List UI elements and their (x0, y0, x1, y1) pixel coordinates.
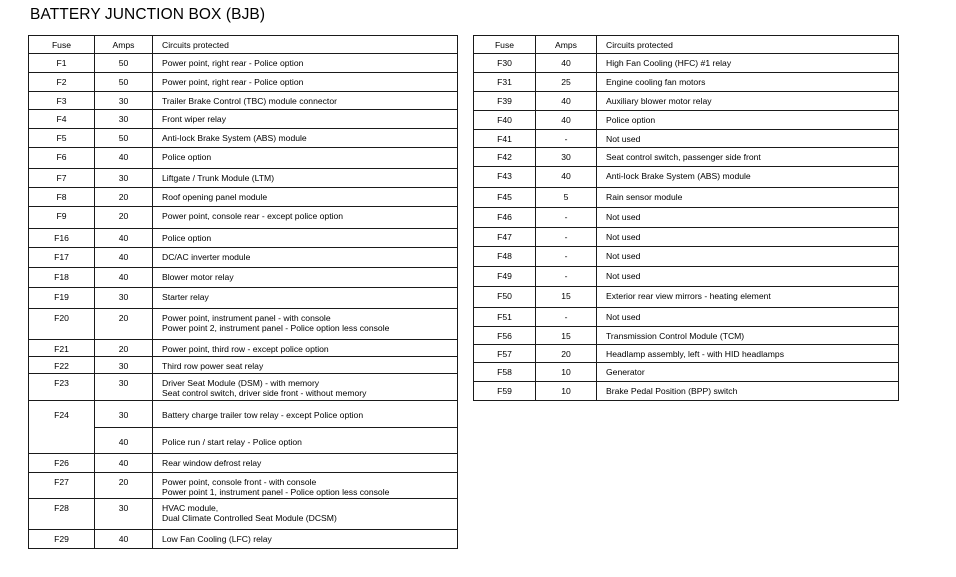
circuit-cell (153, 54, 458, 73)
fuse-cell: F43 (474, 167, 536, 188)
circuit-line: Rear window defrost relay (162, 458, 262, 468)
fuse-cell: F31 (474, 73, 536, 92)
table-row (474, 130, 899, 148)
table-row (474, 247, 899, 267)
circuit-cell (153, 248, 458, 268)
fuse-cell: F29 (29, 530, 95, 549)
circuit-line: Not used (606, 312, 641, 322)
amps-cell: 30 (95, 401, 153, 428)
circuit-line: Engine cooling fan motors (606, 77, 706, 87)
circuit-cell (153, 129, 458, 148)
circuit-cell (153, 229, 458, 248)
fuse-cell: F17 (29, 248, 95, 268)
circuit-line: Not used (606, 251, 641, 261)
table-row (474, 308, 899, 327)
amps-cell: 40 (95, 248, 153, 268)
circuit-cell (597, 111, 899, 130)
circuit-line: Starter relay (162, 292, 209, 302)
fuse-cell: F20 (29, 309, 95, 340)
amps-cell: 25 (536, 73, 597, 92)
amps-cell: 50 (95, 54, 153, 73)
circuit-line: Not used (606, 232, 641, 242)
amps-cell: 30 (95, 92, 153, 110)
amps-cell: 30 (95, 110, 153, 129)
circuit-line: Power point, instrument panel - with console (162, 313, 331, 323)
fuse-cell: F9 (29, 207, 95, 229)
circuit-cell (153, 454, 458, 473)
circuit-cell (597, 54, 899, 73)
fuse-cell: F23 (29, 374, 95, 401)
table-row (474, 228, 899, 247)
circuit-line: Low Fan Cooling (LFC) relay (162, 534, 272, 544)
table-row (29, 473, 458, 499)
circuit-cell (153, 92, 458, 110)
fuse-cell: F19 (29, 288, 95, 309)
table-row (29, 169, 458, 188)
circuit-cell (597, 247, 899, 267)
circuit-line: Police option (162, 152, 212, 162)
circuit-line: Anti-lock Brake System (ABS) module (162, 133, 307, 143)
circuit-cell (597, 308, 899, 327)
table-row (29, 229, 458, 248)
amps-cell: 40 (95, 229, 153, 248)
table-row (29, 530, 458, 549)
table-row (29, 268, 458, 288)
table-row (474, 188, 899, 208)
table-row (474, 167, 899, 188)
table-row (29, 207, 458, 229)
circuit-line: Blower motor relay (162, 272, 234, 282)
circuit-line: Police option (606, 115, 656, 125)
circuit-cell (597, 267, 899, 287)
table-row (29, 73, 458, 92)
amps-cell: 40 (95, 268, 153, 288)
header-amps: Amps (536, 36, 597, 54)
circuit-cell (597, 345, 899, 363)
fuse-cell: F3 (29, 92, 95, 110)
amps-cell: 50 (95, 73, 153, 92)
amps-cell: 40 (536, 92, 597, 111)
amps-cell: 15 (536, 327, 597, 345)
table-row (474, 382, 899, 401)
circuit-line: Brake Pedal Position (BPP) switch (606, 386, 738, 396)
circuit-line: Police option (162, 233, 212, 243)
fuse-cell: F57 (474, 345, 536, 363)
fuse-cell: F5 (29, 129, 95, 148)
table-row (474, 345, 899, 363)
amps-cell: - (536, 267, 597, 287)
amps-cell: 30 (95, 499, 153, 530)
circuit-cell (153, 169, 458, 188)
circuit-cell (597, 228, 899, 247)
circuit-line-2: Power point 2, instrument panel - Police option less console (162, 323, 390, 333)
table-row (29, 499, 458, 530)
amps-cell: 15 (536, 287, 597, 308)
table-row (29, 428, 458, 454)
table-row (29, 309, 458, 340)
circuit-cell (597, 148, 899, 167)
circuit-cell (153, 148, 458, 169)
circuit-line: Generator (606, 367, 645, 377)
fuse-cell: F39 (474, 92, 536, 111)
amps-cell: 30 (95, 357, 153, 374)
fuse-cell: F4 (29, 110, 95, 129)
fuse-cell: F24 (29, 401, 95, 428)
circuit-line: Front wiper relay (162, 114, 226, 124)
table-row (29, 110, 458, 129)
table-row (29, 288, 458, 309)
fuse-cell: F6 (29, 148, 95, 169)
circuit-cell (153, 473, 458, 499)
amps-cell: 20 (95, 188, 153, 207)
amps-cell: 20 (95, 207, 153, 229)
table-row (29, 92, 458, 110)
table-row (29, 454, 458, 473)
circuit-line: Exterior rear view mirrors - heating element (606, 291, 771, 301)
table-row (29, 54, 458, 73)
circuit-cell (153, 340, 458, 357)
table-header-row (474, 36, 899, 54)
circuit-line: Anti-lock Brake System (ABS) module (606, 171, 751, 181)
amps-cell: 40 (536, 167, 597, 188)
circuit-line: Roof opening panel module (162, 192, 268, 202)
circuit-cell (597, 167, 899, 188)
circuit-cell (597, 287, 899, 308)
circuit-cell (597, 363, 899, 382)
circuit-line: Liftgate / Trunk Module (LTM) (162, 173, 275, 183)
amps-cell: - (536, 228, 597, 247)
fuse-cell: F21 (29, 340, 95, 357)
amps-cell: 10 (536, 382, 597, 401)
left-fuse-table (28, 35, 458, 549)
amps-cell: 20 (95, 309, 153, 340)
circuit-cell (597, 92, 899, 111)
table-row (29, 374, 458, 401)
fuse-cell: F41 (474, 130, 536, 148)
table-row (29, 401, 458, 428)
fuse-cell: F30 (474, 54, 536, 73)
amps-cell: - (536, 130, 597, 148)
circuit-cell (153, 357, 458, 374)
circuit-cell (153, 309, 458, 340)
circuit-cell (153, 268, 458, 288)
table-row (474, 363, 899, 382)
amps-cell: 50 (95, 129, 153, 148)
circuit-line: Third row power seat relay (162, 361, 264, 371)
fuse-cell: F8 (29, 188, 95, 207)
fuse-cell: F48 (474, 247, 536, 267)
circuit-line-2: Power point 1, instrument panel - Police option less console (162, 487, 390, 497)
circuit-cell (597, 327, 899, 345)
amps-cell: 20 (95, 473, 153, 499)
amps-cell: 40 (95, 454, 153, 473)
circuit-line: Police run / start relay - Police option (162, 437, 302, 447)
table-row (474, 267, 899, 287)
amps-cell: 10 (536, 363, 597, 382)
circuit-line: Battery charge trailer tow relay - except Police option (162, 410, 364, 420)
amps-cell: 20 (95, 340, 153, 357)
circuit-line: Seat control switch, passenger side front (606, 152, 761, 162)
circuit-cell (153, 188, 458, 207)
circuit-line: Driver Seat Module (DSM) - with memory (162, 378, 320, 388)
header-circuits: Circuits protected (597, 36, 899, 54)
circuit-cell (153, 499, 458, 530)
circuit-line-2: Dual Climate Controlled Seat Module (DCSM) (162, 513, 337, 523)
fuse-cell: F42 (474, 148, 536, 167)
circuit-cell (153, 73, 458, 92)
table-row (474, 111, 899, 130)
circuit-line: Trailer Brake Control (TBC) module connector (162, 96, 337, 106)
fuse-cell: F7 (29, 169, 95, 188)
circuit-line: Power point, console rear - except police option (162, 211, 344, 221)
circuit-cell (597, 188, 899, 208)
circuit-line: Not used (606, 134, 641, 144)
header-circuits: Circuits protected (153, 36, 458, 54)
right-fuse-table (473, 35, 899, 401)
amps-cell: 30 (95, 169, 153, 188)
fuse-cell: F59 (474, 382, 536, 401)
circuit-line: Auxiliary blower motor relay (606, 96, 712, 106)
circuit-line: Power point, right rear - Police option (162, 58, 304, 68)
fuse-cell: F18 (29, 268, 95, 288)
table-row (29, 248, 458, 268)
fuse-cell: F22 (29, 357, 95, 374)
circuit-line: DC/AC inverter module (162, 252, 251, 262)
circuit-line: High Fan Cooling (HFC) #1 relay (606, 58, 732, 68)
fuse-cell: F40 (474, 111, 536, 130)
amps-cell: 5 (536, 188, 597, 208)
fuse-cell: F46 (474, 208, 536, 228)
table-header-row (29, 36, 458, 54)
circuit-line: Power point, right rear - Police option (162, 77, 304, 87)
header-fuse: Fuse (474, 36, 536, 54)
amps-cell: - (536, 208, 597, 228)
circuit-line-2: Seat control switch, driver side front - without memory (162, 388, 367, 398)
table-row (474, 287, 899, 308)
circuit-line: Rain sensor module (606, 192, 683, 202)
amps-cell: 40 (536, 111, 597, 130)
circuit-cell (153, 288, 458, 309)
fuse-cell: F47 (474, 228, 536, 247)
fuse-cell (29, 428, 95, 454)
circuit-cell (153, 207, 458, 229)
fuse-cell: F1 (29, 54, 95, 73)
circuit-cell (153, 428, 458, 454)
table-row (474, 208, 899, 228)
fuse-cell: F2 (29, 73, 95, 92)
fuse-cell: F27 (29, 473, 95, 499)
amps-cell: 30 (536, 148, 597, 167)
circuit-cell (597, 73, 899, 92)
table-row (474, 327, 899, 345)
circuit-line: Headlamp assembly, left - with HID headlamps (606, 349, 784, 359)
table-row (474, 148, 899, 167)
circuit-line: Transmission Control Module (TCM) (606, 331, 745, 341)
table-row (474, 54, 899, 73)
fuse-cell: F26 (29, 454, 95, 473)
amps-cell: 30 (95, 374, 153, 401)
circuit-cell (597, 208, 899, 228)
amps-cell: 20 (536, 345, 597, 363)
table-row (29, 148, 458, 169)
fuse-cell: F56 (474, 327, 536, 345)
table-row (29, 129, 458, 148)
fuse-cell: F45 (474, 188, 536, 208)
circuit-cell (153, 401, 458, 428)
circuit-cell (597, 382, 899, 401)
circuit-line: Power point, console front - with console (162, 477, 317, 487)
circuit-line: Not used (606, 271, 641, 281)
header-amps: Amps (95, 36, 153, 54)
amps-cell: 40 (95, 530, 153, 549)
fuse-cell: F28 (29, 499, 95, 530)
fuse-cell: F50 (474, 287, 536, 308)
circuit-line: HVAC module, (162, 503, 219, 513)
circuit-cell (153, 374, 458, 401)
table-row (29, 357, 458, 374)
fuse-cell: F58 (474, 363, 536, 382)
table-row (29, 340, 458, 357)
fuse-cell: F16 (29, 229, 95, 248)
amps-cell: 40 (536, 54, 597, 73)
fuse-cell: F49 (474, 267, 536, 287)
amps-cell: 40 (95, 428, 153, 454)
fuse-cell: F51 (474, 308, 536, 327)
table-row (474, 73, 899, 92)
amps-cell: 30 (95, 288, 153, 309)
circuit-cell (597, 130, 899, 148)
circuit-cell (153, 110, 458, 129)
table-row (474, 92, 899, 111)
amps-cell: 40 (95, 148, 153, 169)
header-fuse: Fuse (29, 36, 95, 54)
amps-cell: - (536, 308, 597, 327)
circuit-line: Power point, third row - except police option (162, 344, 329, 354)
circuit-line: Not used (606, 212, 641, 222)
page-title: BATTERY JUNCTION BOX (BJB) (30, 6, 266, 23)
table-row (29, 188, 458, 207)
amps-cell: - (536, 247, 597, 267)
circuit-cell (153, 530, 458, 549)
